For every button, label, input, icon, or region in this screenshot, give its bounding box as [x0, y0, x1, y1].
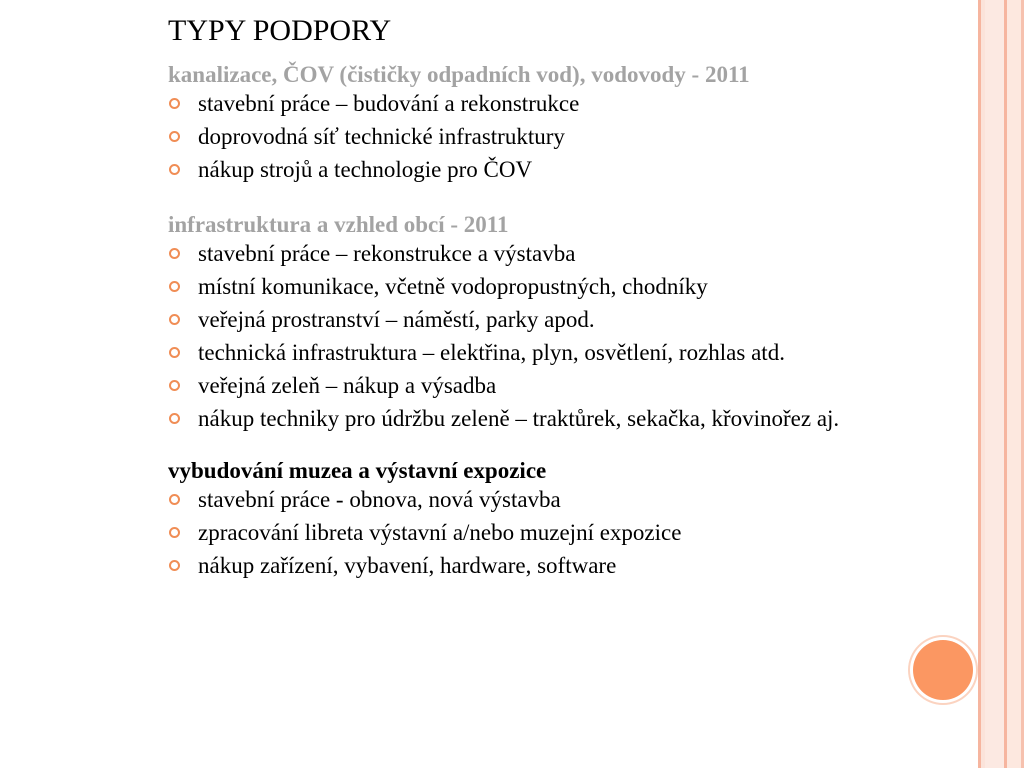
list-item: [168, 373, 958, 399]
bullet-list: [168, 487, 958, 579]
list-item-text: veřejná zeleň – nákup a výsadba: [198, 373, 497, 398]
circle-bullet-icon: [169, 248, 180, 259]
circle-bullet-icon: [169, 164, 180, 175]
list-item-text: nákup zařízení, vybavení, hardware, software: [198, 553, 617, 578]
list-item-text: místní komunikace, včetně vodopropustných, chodníky: [198, 274, 708, 299]
section-heading: infrastruktura a vzhled obcí - 2011: [168, 212, 509, 237]
section-infrastructure: [168, 212, 958, 432]
list-item: [168, 340, 958, 366]
slide-content: [168, 14, 958, 605]
section-museum: [168, 458, 958, 579]
circle-bullet-icon: [169, 347, 180, 358]
section-heading: vybudování muzea a výstavní expozice: [168, 458, 547, 483]
list-item: [168, 91, 958, 117]
list-item: [168, 274, 958, 300]
list-item: [168, 406, 958, 432]
list-item: [168, 553, 958, 579]
section-heading: kanalizace, ČOV (čističky odpadních vod), vodovody - 2011: [168, 62, 750, 87]
bullet-list: [168, 241, 958, 432]
list-item: [168, 487, 958, 513]
list-item-text: stavební práce - obnova, nová výstavba: [198, 487, 561, 512]
list-item-text: veřejná prostranství – náměstí, parky apod.: [198, 307, 595, 332]
circle-bullet-icon: [169, 494, 180, 505]
list-item-text: stavební práce – rekonstrukce a výstavba: [198, 241, 576, 266]
decorative-orange-circle: [913, 640, 973, 700]
circle-bullet-icon: [169, 527, 180, 538]
list-item-text: stavební práce – budování a rekonstrukce: [198, 91, 580, 116]
slide-title: TYPY PODPORY: [168, 14, 392, 47]
decorative-side-stripes: [978, 0, 1024, 768]
list-item: [168, 124, 958, 150]
list-item-text: technická infrastruktura – elektřina, plyn, osvětlení, rozhlas atd.: [198, 340, 785, 365]
circle-bullet-icon: [169, 281, 180, 292]
circle-bullet-icon: [169, 413, 180, 424]
list-item-text: nákup techniky pro údržbu zeleně – traktůrek, sekačka, křovinořez aj.: [198, 406, 840, 431]
list-item-text: zpracování libreta výstavní a/nebo muzejní expozice: [198, 520, 682, 545]
section-sewerage: [168, 62, 958, 183]
list-item: [168, 307, 958, 333]
bullet-list: [168, 91, 958, 183]
list-item: [168, 157, 958, 183]
list-item-text: doprovodná síť technické infrastruktury: [198, 124, 565, 149]
list-item: [168, 520, 958, 546]
circle-bullet-icon: [169, 314, 180, 325]
circle-bullet-icon: [169, 98, 180, 109]
list-item: [168, 241, 958, 267]
stripe: [985, 0, 1004, 768]
circle-bullet-icon: [169, 131, 180, 142]
list-item-text: nákup strojů a technologie pro ČOV: [198, 157, 533, 182]
circle-bullet-icon: [169, 560, 180, 571]
circle-bullet-icon: [169, 380, 180, 391]
